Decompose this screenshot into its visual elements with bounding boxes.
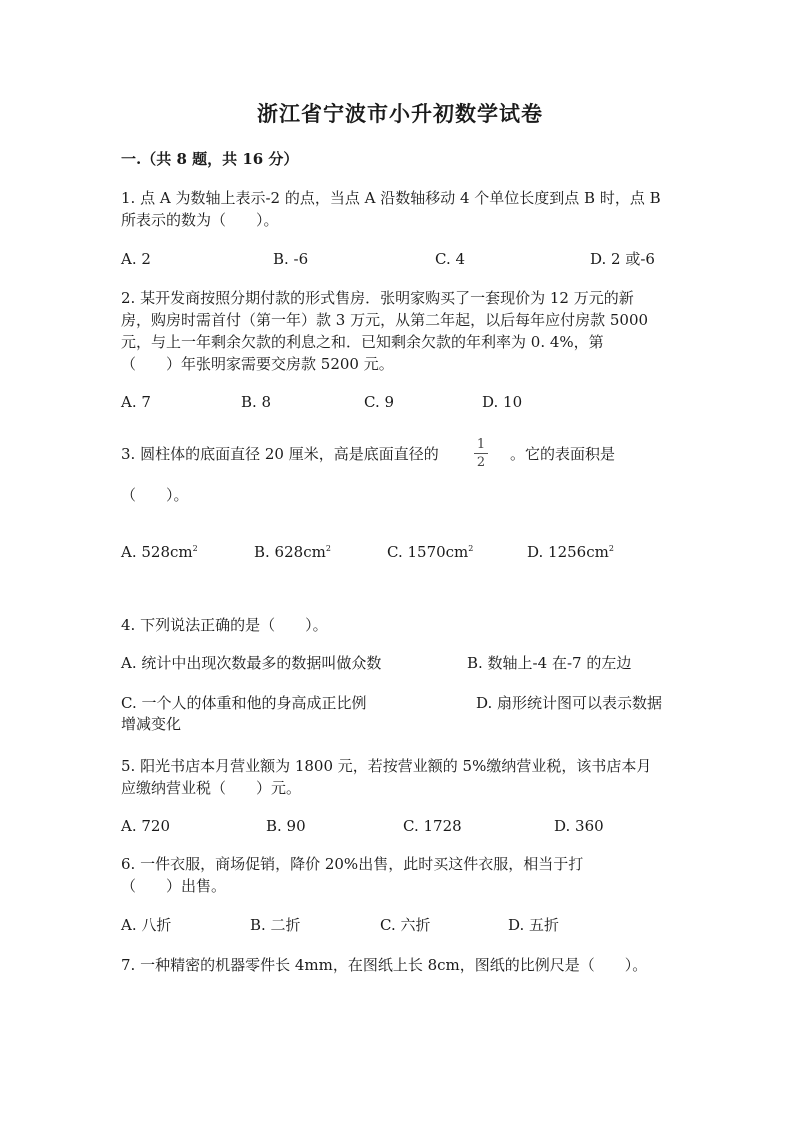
question-6-line-2: （ ）出售。 — [121, 877, 227, 895]
question-3-line-1: 3. 圆柱体的底面直径 20 厘米，高是底面直径的 — [121, 445, 439, 463]
fraction-denominator: 2 — [476, 455, 486, 470]
question-2-line-2: 房，购房时需首付（第一年）款 3 万元，从第二年起，以后每年应付房款 5000 — [121, 311, 649, 329]
question-5-line-1: 5. 阳光书店本月营业额为 1800 元，若按营业额的 5%缴纳营业税，该书店本月 — [121, 757, 652, 775]
section-header: 一.（共 8 题，共 16 分） — [121, 150, 299, 168]
q5-option-b: B. 90 — [266, 817, 306, 835]
question-4-line-1: 4. 下列说法正确的是（ ）。 — [121, 616, 328, 634]
q4-option-a: A. 统计中出现次数最多的数据叫做众数 — [121, 654, 382, 672]
q2-option-a: A. 7 — [121, 393, 151, 411]
q2-option-d: D. 10 — [482, 393, 523, 411]
q3-option-c: C. $1570cm^2$ — [387, 543, 474, 561]
q2-option-c: C. 9 — [364, 393, 395, 411]
fraction-one-half — [474, 437, 488, 470]
fraction-numerator: 1 — [476, 437, 486, 452]
exam-title: 浙江省宁波市小升初数学试卷 — [257, 101, 543, 126]
q6-option-d: D. 五折 — [508, 916, 560, 934]
q4-option-d-continued: 增减变化 — [121, 715, 182, 733]
question-2-line-4: （ ）年张明家需要交房款 5200 元。 — [121, 355, 394, 373]
question-7-line-1: 7. 一种精密的机器零件长 4mm，在图纸上长 8cm，图纸的比例尺是（ ）。 — [121, 956, 648, 974]
q5-option-a: A. 720 — [121, 817, 170, 835]
question-3-line-2: （ ）。 — [121, 486, 189, 504]
q5-option-d: D. 360 — [554, 817, 604, 835]
question-5-line-2: 应缴纳营业税（ ）元。 — [121, 779, 302, 797]
fraction-bar — [474, 453, 488, 454]
q3-option-a: A. $528cm^2$ — [121, 543, 198, 561]
q6-option-a: A. 八折 — [121, 916, 172, 934]
question-6-line-1: 6. 一件衣服，商场促销，降价 20%出售，此时买这件衣服，相当于打 — [121, 855, 584, 873]
question-1-line-2: 所表示的数为（ ）。 — [121, 211, 279, 229]
q3-option-d: D. $1256cm^2$ — [527, 543, 614, 561]
q4-option-c: C. 一个人的体重和他的身高成正比例 — [121, 694, 367, 712]
q1-option-d: D. 2 或-6 — [590, 250, 655, 268]
q4-option-b: B. 数轴上-4 在-7 的左边 — [467, 654, 632, 672]
q5-option-c: C. 1728 — [403, 817, 462, 835]
q6-option-b: B. 二折 — [250, 916, 301, 934]
q1-option-a: A. 2 — [121, 250, 151, 268]
q4-option-d: D. 扇形统计图可以表示数据 — [476, 694, 663, 712]
q6-option-c: C. 六折 — [380, 916, 431, 934]
q1-option-b: B. -6 — [273, 250, 309, 268]
question-2-line-3: 元，与上一年剩余欠款的利息之和．已知剩余欠款的年利率为 0. 4%，第 — [121, 333, 604, 351]
question-3-line-1-end: 。它的表面积是 — [510, 445, 616, 463]
q2-option-b: B. 8 — [241, 393, 272, 411]
q1-option-c: C. 4 — [435, 250, 466, 268]
q3-option-b: B. $628cm^2$ — [254, 543, 331, 561]
question-2-line-1: 2. 某开发商按照分期付款的形式售房．张明家购买了一套现价为 12 万元的新 — [121, 289, 634, 307]
question-1-line-1: 1. 点 A 为数轴上表示-2 的点，当点 A 沿数轴移动 4 个单位长度到点 B 时，点 B — [121, 189, 661, 207]
